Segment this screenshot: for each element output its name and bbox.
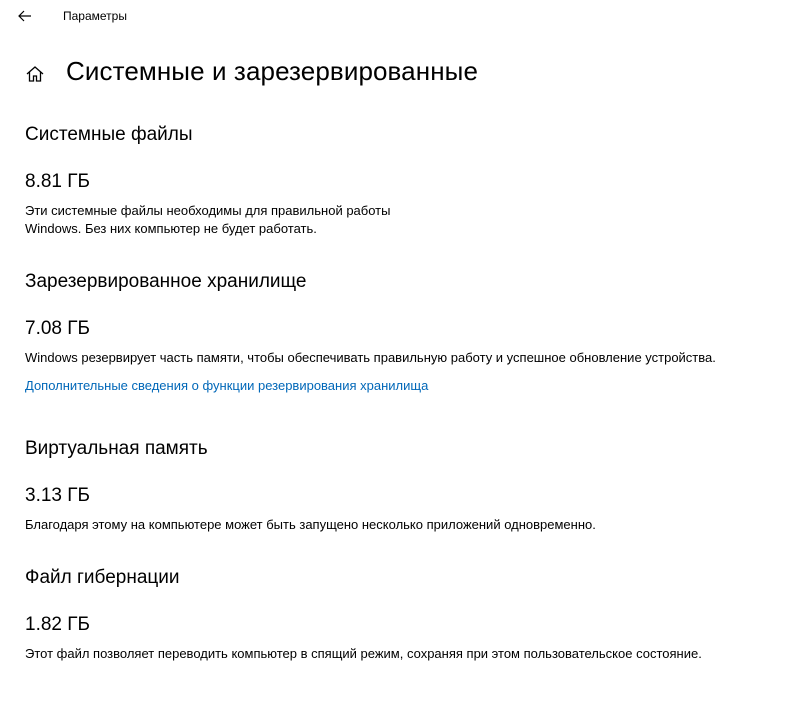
section-reserved-storage [25, 270, 785, 395]
section-size: 3.13 ГБ [25, 485, 91, 506]
section-size: 7.08 ГБ [25, 318, 91, 339]
title-bar [0, 0, 804, 34]
description-line: Этот файл позволяет переводить компьютер в спящий режим, сохраняя при этом пользовательское состояние. [25, 646, 702, 661]
section-title: Зарезервированное хранилище [25, 271, 307, 292]
description-line: Эти системные файлы необходимы для правильной работы [25, 203, 391, 218]
back-button[interactable] [10, 4, 40, 28]
section-description [25, 202, 785, 238]
section-size: 8.81 ГБ [25, 171, 91, 192]
section-title: Системные файлы [25, 124, 193, 145]
page-title: Системные и зарезервированные [66, 56, 479, 86]
section-title: Файл гибернации [25, 567, 180, 588]
section-description [25, 349, 785, 367]
page-header [0, 50, 804, 96]
home-button[interactable] [23, 62, 47, 86]
description-line: Благодаря этому на компьютере может быть запущено несколько приложений одновременно. [25, 517, 596, 532]
section-size: 1.82 ГБ [25, 614, 91, 635]
section-system-files [25, 123, 785, 238]
description-line: Windows резервирует часть памяти, чтобы обеспечивать правильную работу и успешное обновление устройства. [25, 350, 716, 365]
section-description [25, 516, 785, 534]
section-description [25, 645, 785, 663]
home-icon [25, 64, 45, 84]
section-hibernation [25, 566, 785, 663]
section-title: Виртуальная память [25, 438, 208, 459]
reserved-storage-info-link[interactable]: Дополнительные сведения о функции резервирования хранилища [25, 378, 429, 393]
back-arrow-icon [18, 10, 32, 22]
section-virtual-memory [25, 437, 785, 534]
app-title: Параметры [63, 9, 127, 23]
description-line: Windows. Без них компьютер не будет работать. [25, 221, 317, 236]
